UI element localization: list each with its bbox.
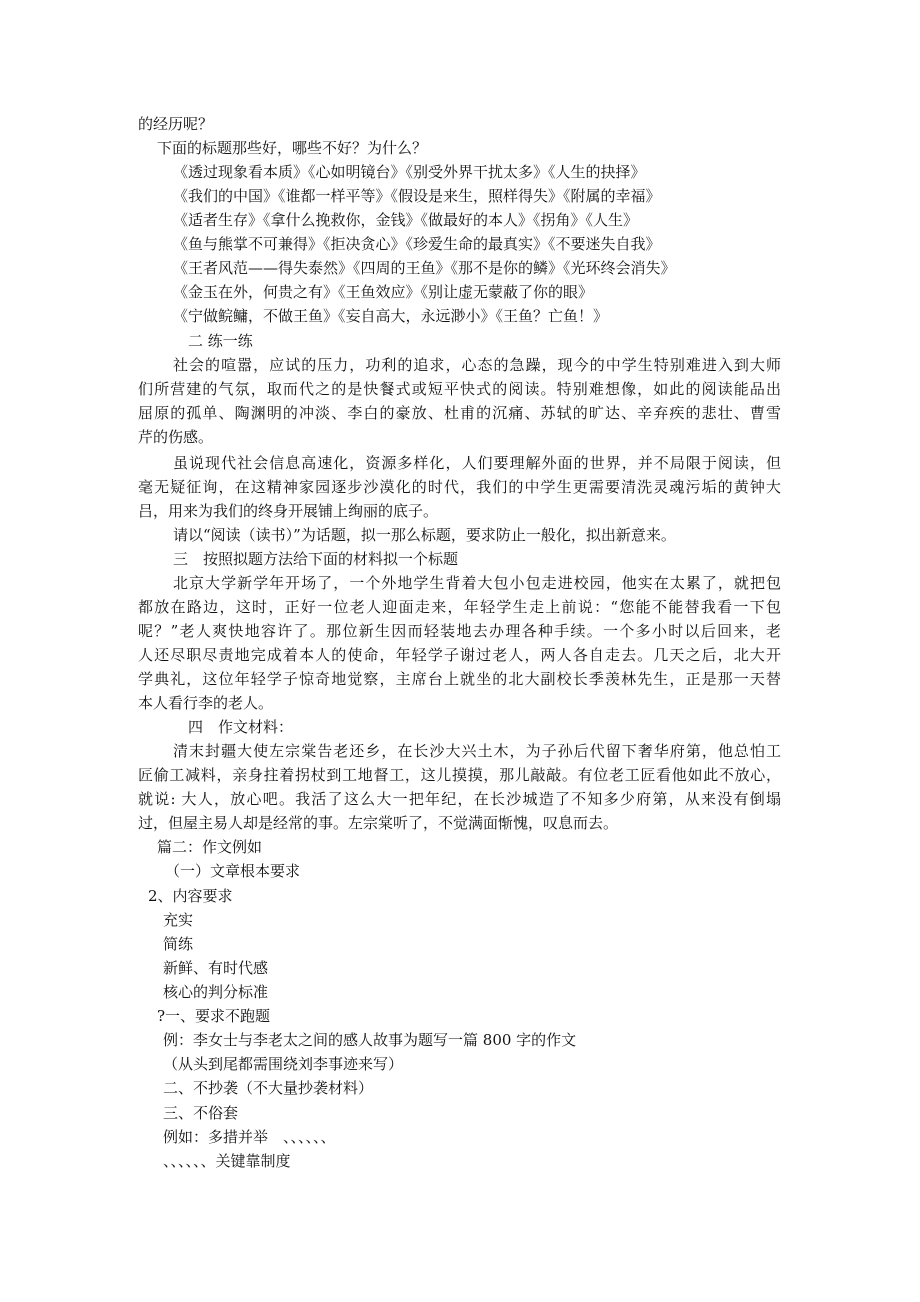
paragraph-line: 虽说现代社会信息高速化，资源多样化，人们要理解外面的世界，并不局限于阅读，但 — [173, 454, 781, 472]
paragraph-line: 人还尽职尽责地完成着本人的使命，年轻学子谢过老人，两人各自走去。几天之后，北大开 — [138, 646, 781, 664]
list-item: （从头到尾都需围绕刘李事迹来写） — [163, 1055, 404, 1073]
paragraph-line: 们所营建的气氛，取而代之的是快餐式或短平快式的阅读。特别难想像，如此的阅读能品出 — [138, 380, 781, 398]
title-list-line: 《适者生存》《拿什么挽救你，金钱》《做最好的本人》《拐角》《人生》 — [173, 211, 639, 229]
paragraph-line: 本人看行李的老人。 — [138, 694, 274, 712]
list-item: 核心的判分标准 — [163, 983, 269, 1001]
title-list-line: 《金玉在外，何贵之有》《王鱼效应》《别让虚无蒙蔽了你的眼》 — [173, 283, 594, 301]
list-item: 例：李女士与李老太之间的感人故事为题写一篇 800 字的作文 — [163, 1031, 577, 1049]
text-line: 下面的标题那些好，哪些不好？为什么？ — [157, 139, 428, 157]
list-item: 二、不抄袭（不大量抄袭材料） — [163, 1079, 374, 1097]
paragraph-line: 学典礼，这位年轻学子惊奇地觉察，主席台上就坐的北大副校长季羡林先生，正是那一天替 — [138, 670, 781, 688]
list-item: ?一、要求不跑题 — [157, 1007, 271, 1025]
paragraph-line: 呢？”老人爽快地容许了。那位新生因而轻装地去办理各种手续。一个多小时以后回来，老 — [138, 622, 781, 640]
section-heading: 二 练一练 — [188, 332, 253, 350]
paragraph-line: 清末封疆大使左宗棠告老还乡，在长沙大兴土木，为子孙后代留下奢华府第，他总怕工 — [173, 742, 781, 760]
title-list-line: 《透过现象看本质》《心如明镜台》《别受外界干扰太多》《人生的抉择》 — [173, 163, 646, 181]
title-list-line: 《王者风范——得失泰然》《四周的王鱼》《那不是你的鳞》《光环终会消失》 — [173, 259, 676, 277]
paragraph-line: 屈原的孤单、陶渊明的冲淡、李白的豪放、杜甫的沉痛、苏轼的旷达、辛弃疾的悲壮、曹雪 — [138, 404, 781, 422]
paragraph-line: 就说: 大人，放心吧。我活了这么大一把年纪，在长沙城造了不知多少府第，从来没有倒塌 — [138, 790, 781, 808]
list-item: 新鲜、有时代感 — [163, 959, 269, 977]
paragraph-line: 北京大学新学年开场了，一个外地学生背着大包小包走进校园，他实在太累了，就把包 — [173, 574, 781, 592]
paragraph-line: 社会的喧嚣，应试的压力，功利的追求，心态的急躁，现今的中学生特别难进入到大师 — [173, 356, 781, 374]
title-list-line: 《我们的中国》《谁都一样平等》《假设是来生，照样得失》《附属的幸福》 — [173, 187, 661, 205]
paragraph-line: 芹的伤感。 — [138, 428, 214, 446]
section-heading: 三 按照拟题方法给下面的材料拟一个标题 — [173, 550, 459, 568]
title-list-line: 《宁做鲩鳙，不做王鱼》《妄自高大，永远渺小》《王鱼？亡鱼！》 — [173, 307, 609, 325]
section-heading: 篇二：作文例如 — [157, 838, 263, 856]
title-list-line: 《鱼与熊掌不可兼得》《拒决贪心》《珍爱生命的最真实》《不要迷失自我》 — [173, 235, 661, 253]
paragraph-line: 吕，用来为我们的终身开展铺上绚丽的底子。 — [138, 502, 439, 520]
paragraph-line: 过，但屋主易人却是经常的事。左宗棠听了，不觉满面惭愧，叹息而去。 — [138, 814, 619, 832]
prompt-line: 请以“阅读（读书）”为话题，拟一那么标题，要求防止一般化，拟出新意来。 — [173, 526, 676, 544]
section-heading: 四 作文材料： — [188, 718, 294, 736]
list-item: 三、不俗套 — [163, 1104, 239, 1122]
paragraph-line: 毫无疑征询，在这精神家园逐步沙漠化的时代，我们的中学生更需要清洗灵魂污垢的黄钟大 — [138, 478, 781, 496]
list-item: 充实 — [163, 911, 194, 929]
paragraph-line: 都放在路边，这时，正好一位老人迎面走来，年轻学生走上前说：“您能不能替我看一下包 — [138, 598, 781, 616]
list-item: 例如：多措并举 、、、、、、 — [163, 1128, 336, 1146]
list-item: 、、、、、、关键靠制度 — [163, 1152, 291, 1170]
list-item: 简练 — [163, 935, 194, 953]
text-line: 的经历呢？ — [138, 115, 214, 133]
subheading: 2、内容要求 — [148, 887, 233, 905]
subheading: （一）文章根本要求 — [165, 862, 301, 880]
paragraph-line: 匠偷工减料，亲身拄着拐杖到工地督工，这儿摸摸，那儿敲敲。有位老工匠看他如此不放心， — [138, 766, 781, 784]
